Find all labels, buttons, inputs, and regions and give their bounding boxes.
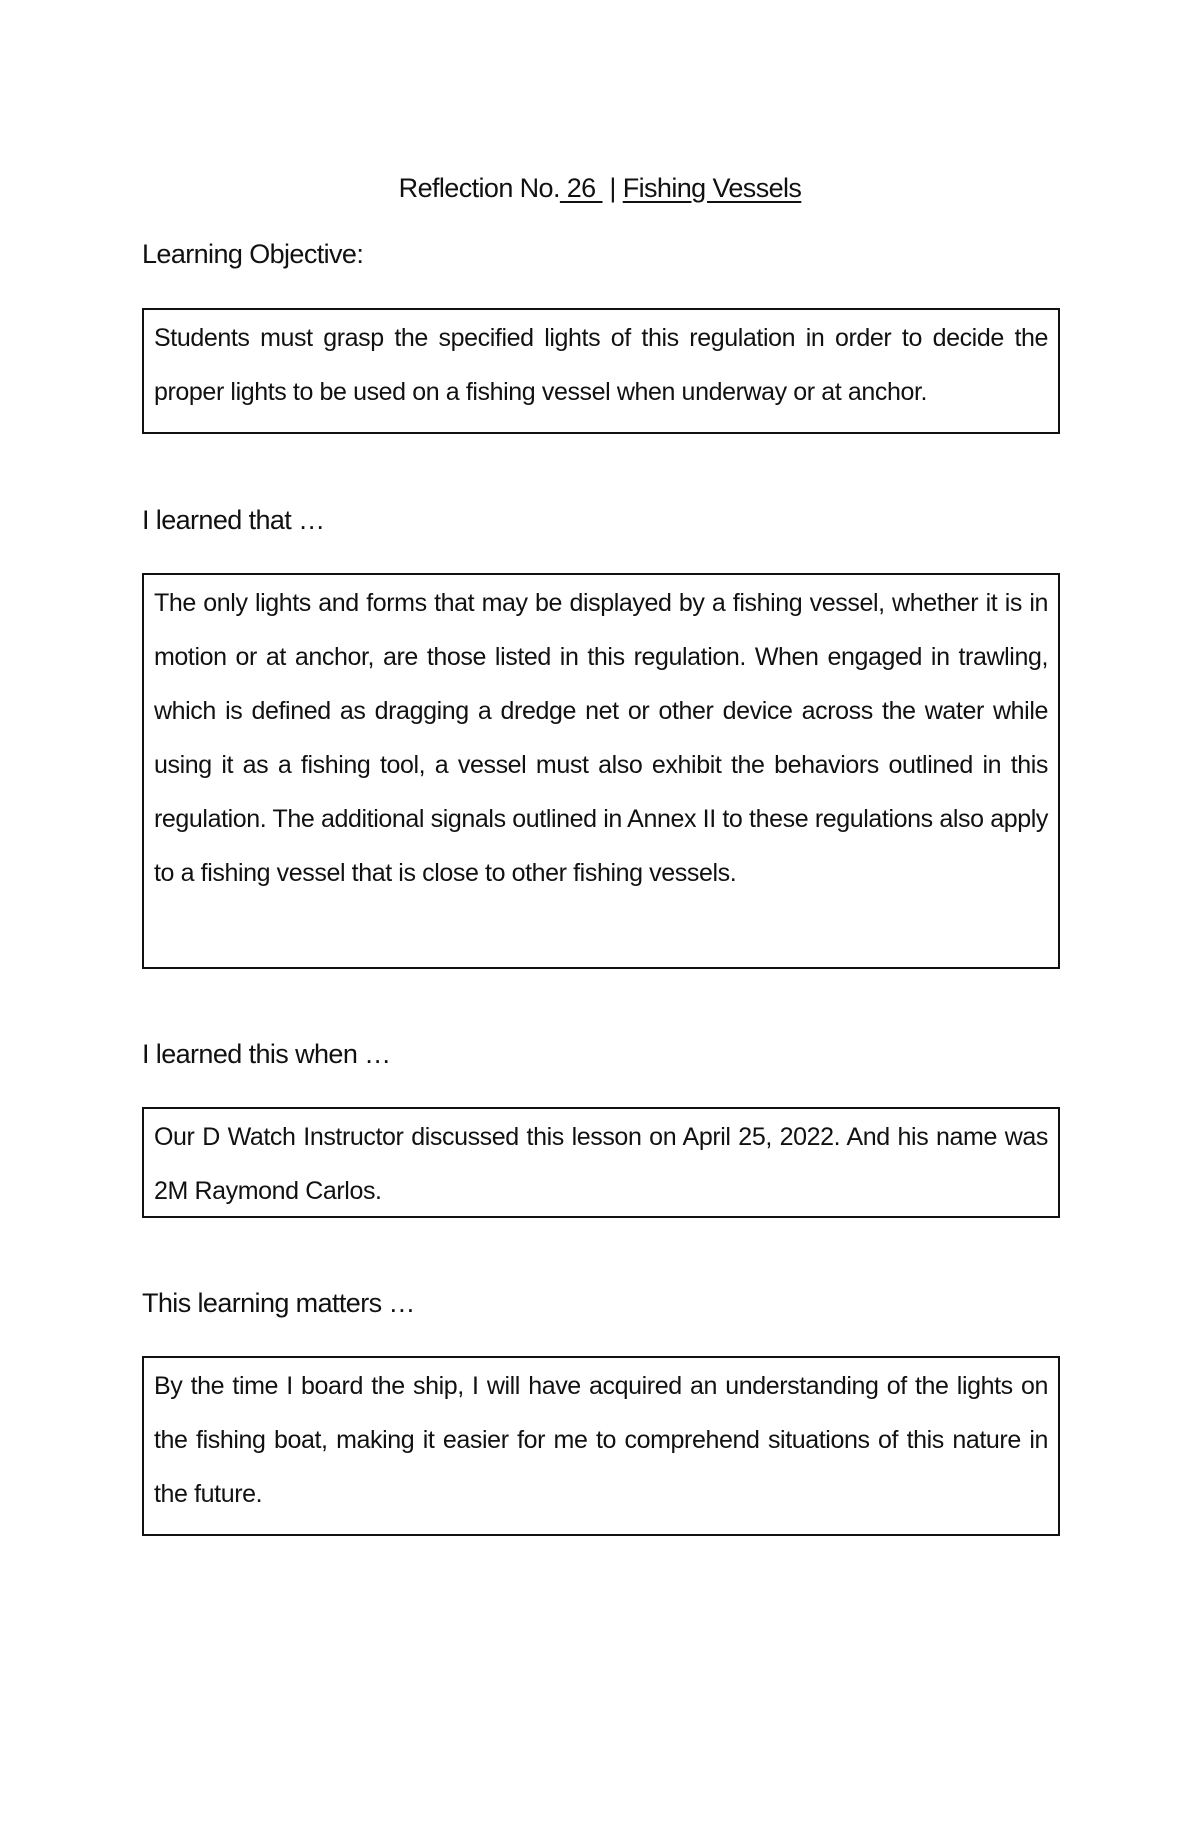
learned-when-heading: I learned this when … [142, 1039, 391, 1069]
title-topic: Fishing Vessels [622, 173, 802, 203]
learned-that-heading: I learned that … [142, 505, 325, 535]
learned-that-text: The only lights and forms that may be displayed by a fishing vessel, whether it is in motion or at anchor, are those listed in this regulation. When engaged in trawling, which is defined as dragging a dredge net or other device across the water while using it as a fishing tool, a vessel must also exhibit the behaviors outlined in this regulation. The additional signals outlined in Annex II to these regulations also apply to a fishing vessel that is close to other fishing vessels. [154, 589, 1048, 887]
page-title [0, 168, 1200, 208]
reflection-number: 26 [559, 173, 603, 203]
learned-when-box [142, 1107, 1060, 1218]
learned-that-box [142, 573, 1060, 969]
learning-objective-box [142, 308, 1060, 434]
title-prefix: Reflection No. [398, 173, 560, 203]
learning-objective-colon: : [356, 239, 364, 269]
learning-objective-text: Students must grasp the specified lights of this regulation in order to decide the proper lights to be used on a fishing vessel when underway or at anchor. [154, 324, 1048, 406]
learned-when-text: Our D Watch Instructor discussed this lesson on April 25, 2022. And his name was 2M Raymond Carlos. [154, 1123, 1048, 1205]
learning-objective-heading [142, 236, 363, 272]
learning-matters-text: By the time I board the ship, I will have acquired an understanding of the lights on the fishing boat, making it easier for me to comprehend situations of this nature in the future. [154, 1372, 1048, 1508]
title-separator: | [602, 173, 623, 203]
learning-matters-box [142, 1356, 1060, 1536]
learning-objective-label: Learning Objective [142, 239, 357, 269]
learning-matters-heading: This learning matters … [142, 1288, 415, 1318]
